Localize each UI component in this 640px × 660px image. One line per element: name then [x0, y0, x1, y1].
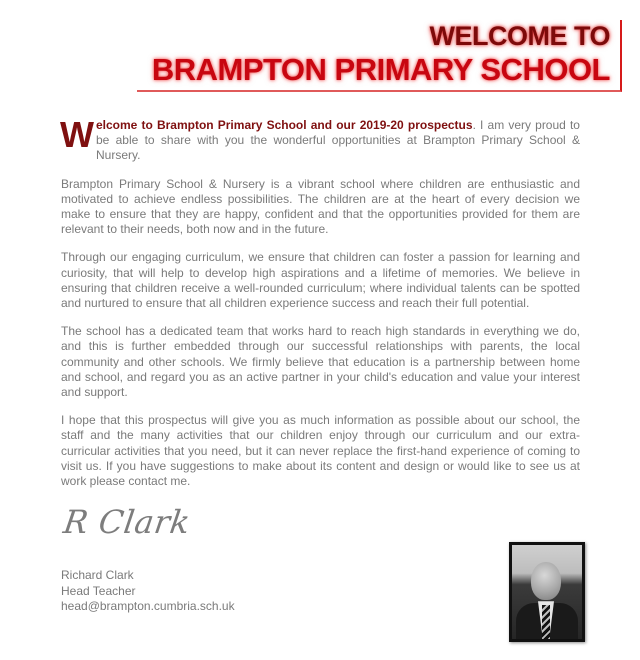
intro-paragraph [60, 114, 580, 164]
portrait-tie [542, 605, 550, 639]
letter-paragraph: The school has a dedicated team that works hard to reach high standards in everything we do, and this is further embedded through our successful relationships with parents, the local community and other schools. We firmly believe that education is a partnership between home and school, and regard you as an active partner in your child's education and value your interest and support. [61, 324, 580, 400]
intro-rest-text: . I am very proud to be able to share with you the wonderful opportunities at Brampton Primary School & Nursery. [95, 118, 580, 163]
welcome-letter [60, 114, 580, 489]
letter-footer [61, 502, 580, 614]
main-column [60, 114, 580, 614]
contact-role: Head Teacher [61, 583, 136, 598]
portrait-head [531, 562, 561, 600]
handwritten-signature: R Clark [61, 503, 193, 542]
letter-paragraph: Brampton Primary School & Nursery is a vibrant school where children are enthusiastic and motivated to achieve endless possibilities. The children are at the heart of every decision we make to ensure that they are happy, confident and that the opportunities provided for them are relevant to their needs, both now and in the future. [61, 176, 580, 237]
header-title-school-name: BRAMPTON PRIMARY SCHOOL [151, 52, 610, 87]
header-title-welcome: WELCOME TO [429, 21, 610, 51]
headteacher-photo [509, 542, 585, 642]
contact-name: Richard Clark [61, 568, 134, 583]
letter-paragraph: Through our engaging curriculum, we ensure that children can foster a passion for learning and curiosity, that will help to develop high aspirations and a lifetime of memories. We believe in ensuring that children receive a well-rounded curriculum; where individual talents can be spotted and nurtured to ensure that all children experience success and reach their full potential. [61, 250, 580, 311]
drop-cap: W [60, 114, 94, 155]
letter-paragraph: I hope that this prospectus will give you as much information as possible about our school, the staff and the many activities that our children enjoy through our curriculum and our extra-curricular activities that you need, but it can never replace the first-hand experience of coming to visit us. If you have suggestions to make about its content and design or would like to see us at work please contact me. [61, 413, 580, 489]
contact-email[interactable]: head@brampton.cumbria.sch.uk [61, 599, 235, 614]
intro-bold-text: elcome to Brampton Primary School and our 2019-20 prospectus [95, 118, 473, 132]
page-header [137, 20, 622, 92]
portrait-image [512, 545, 582, 639]
contact-block [61, 568, 580, 614]
